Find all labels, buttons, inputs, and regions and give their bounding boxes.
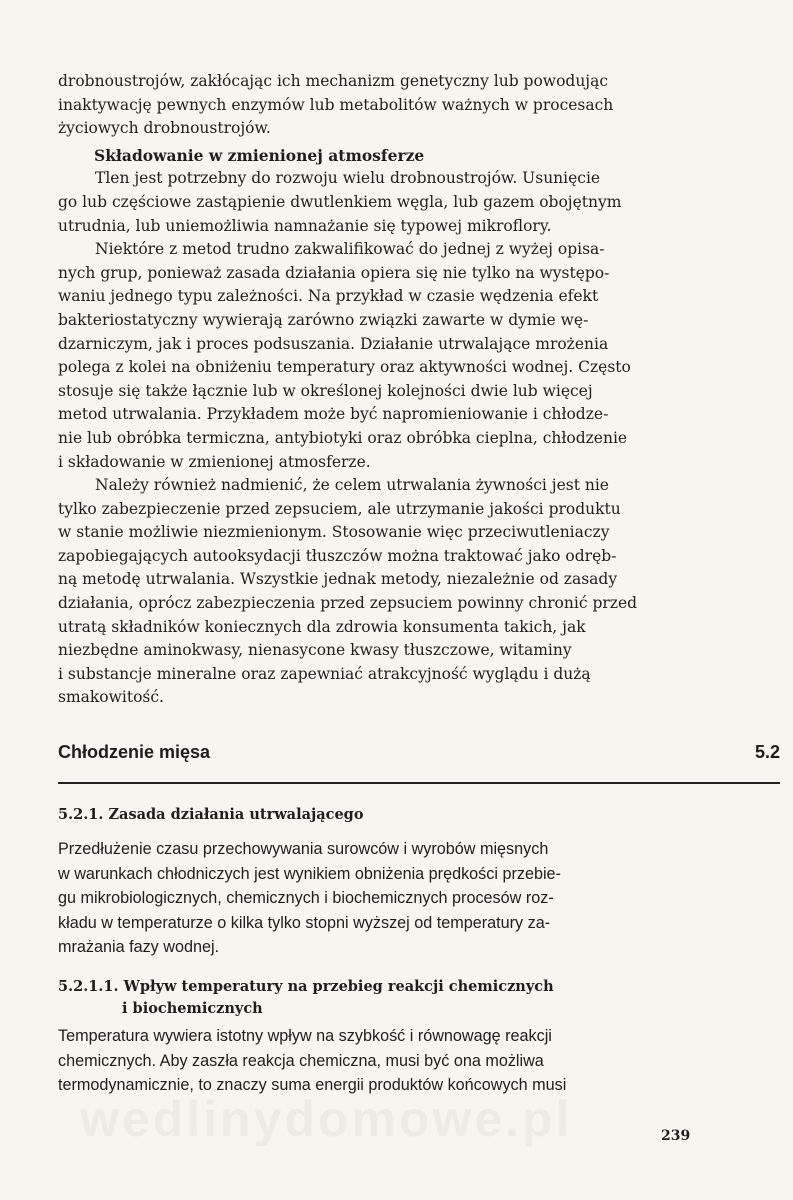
heading-5-2-1-1 bbox=[58, 976, 692, 1020]
section-rule bbox=[58, 782, 780, 784]
page-number: 239 bbox=[661, 1128, 691, 1144]
heading-5-2-1: 5.2.1. Zasada działania utrwalającego bbox=[58, 806, 364, 823]
text-line: zapobiegających autooksydacji tłuszczów można traktować jako odręb- bbox=[58, 546, 617, 565]
text-line: polega z kolei na obniżeniu temperatury oraz aktywności wodnej. Często bbox=[58, 358, 631, 377]
text-line: go lub częściowe zastąpienie dwutlenkiem węgla, lub gazem obojętnym bbox=[58, 192, 622, 211]
paragraph-5-2-1 bbox=[58, 837, 692, 960]
text-line: ną metodę utrwalania. Wszystkie jednak metody, niezależnie od zasady bbox=[58, 570, 618, 589]
text-line: smakowitość. bbox=[58, 688, 164, 707]
text-line: w stanie możliwie niezmienionym. Stosowanie więc przeciwutleniaczy bbox=[58, 523, 610, 542]
page-lower bbox=[58, 806, 692, 1098]
page-upper bbox=[58, 70, 698, 710]
paragraph-goal bbox=[58, 474, 698, 710]
text-line: nych grup, ponieważ zasada działania opiera się nie tylko na występo- bbox=[58, 263, 610, 282]
paragraph-intro bbox=[58, 70, 698, 141]
text-line: i składowanie w zmienionej atmosferze. bbox=[58, 452, 371, 471]
text-line: stosuje się także łącznie lub w określonej kolejności dwie lub więcej bbox=[58, 381, 593, 400]
text-line: inaktywację pewnych enzymów lub metabolitów ważnych w procesach bbox=[58, 95, 614, 114]
text-line: chemicznych. Aby zaszła reakcja chemiczna, musi być ona możliwa bbox=[58, 1051, 544, 1070]
watermark bbox=[80, 1090, 572, 1148]
text-line: i substancje mineralne oraz zapewniać atrakcyjność wyglądu i dużą bbox=[58, 664, 591, 683]
text-line: mrażania fazy wodnej. bbox=[58, 938, 220, 957]
heading-line: 5.2.1.1. Wpływ temperatury na przebieg reakcji chemicznych bbox=[58, 977, 554, 995]
text-line: kładu w temperaturze o kilka tylko stopni wyższej od temperatury za- bbox=[58, 913, 551, 932]
text-line: Tlen jest potrzebny do rozwoju wielu drobnoustrojów. Usunięcie bbox=[95, 169, 601, 188]
subheading-atmosphere: Składowanie w zmienionej atmosferze bbox=[94, 145, 425, 165]
text-line: metod utrwalania. Przykładem może być napromieniowanie i chłodze- bbox=[58, 405, 609, 424]
text-line: drobnoustrojów, zakłócając ich mechanizm genetyczny lub powodując bbox=[58, 72, 609, 90]
text-line: Przedłużenie czasu przechowywania surowców i wyrobów mięsnych bbox=[58, 840, 549, 858]
text-line: Należy również nadmienić, że celem utrwalania żywności jest nie bbox=[95, 476, 609, 495]
section-header bbox=[58, 742, 780, 763]
text-line: w warunkach chłodniczych jest wynikiem obniżenia prędkości przebie- bbox=[58, 864, 561, 883]
text-line: działania, oprócz zabezpieczenia przed zepsuciem powinny chronić przed bbox=[58, 594, 638, 613]
text-line: tylko zabezpieczenie przed zepsuciem, ale utrzymanie jakości produktu bbox=[58, 499, 621, 518]
text-line: dzarniczym, jak i proces podsuszania. Działanie utrwalające mrożenia bbox=[58, 334, 609, 353]
paragraph-5-2-1-1 bbox=[58, 1024, 692, 1098]
text-line: waniu jednego typu zależności. Na przykład w czasie wędzenia efekt bbox=[58, 287, 599, 306]
text-line: utrudnia, lub uniemożliwia namnażanie się typowej mikroflory. bbox=[58, 216, 552, 235]
paragraph-methods bbox=[58, 238, 698, 474]
text-line: gu mikrobiologicznych, chemicznych i biochemicznych procesów roz- bbox=[58, 889, 554, 908]
text-line: Niektóre z metod trudno zakwalifikować do jednej z wyżej opisa- bbox=[95, 240, 605, 259]
text-line: termodynamicznie, to znaczy suma energii produktów końcowych musi bbox=[58, 1076, 567, 1095]
text-line: Temperatura wywiera istotny wpływ na szybkość i równowagę reakcji bbox=[58, 1026, 552, 1045]
heading-line: i biochemicznych bbox=[122, 999, 263, 1017]
text-line: utratą składników koniecznych dla zdrowia konsumenta takich, jak bbox=[58, 617, 586, 636]
text-line: życiowych drobnoustrojów. bbox=[58, 119, 271, 138]
text-line: nie lub obróbka termiczna, antybiotyki oraz obróbka cieplna, chłodzenie bbox=[58, 428, 628, 447]
text-line: bakteriostatyczny wywierają zarówno związki zawarte w dymie wę- bbox=[58, 310, 589, 329]
section-number: 5.2 bbox=[754, 742, 780, 762]
section-title: Chłodzenie mięsa bbox=[58, 742, 211, 762]
paragraph-atmosphere bbox=[58, 167, 698, 238]
text-line: niezbędne aminokwasy, nienasycone kwasy tłuszczowe, witaminy bbox=[58, 641, 572, 660]
